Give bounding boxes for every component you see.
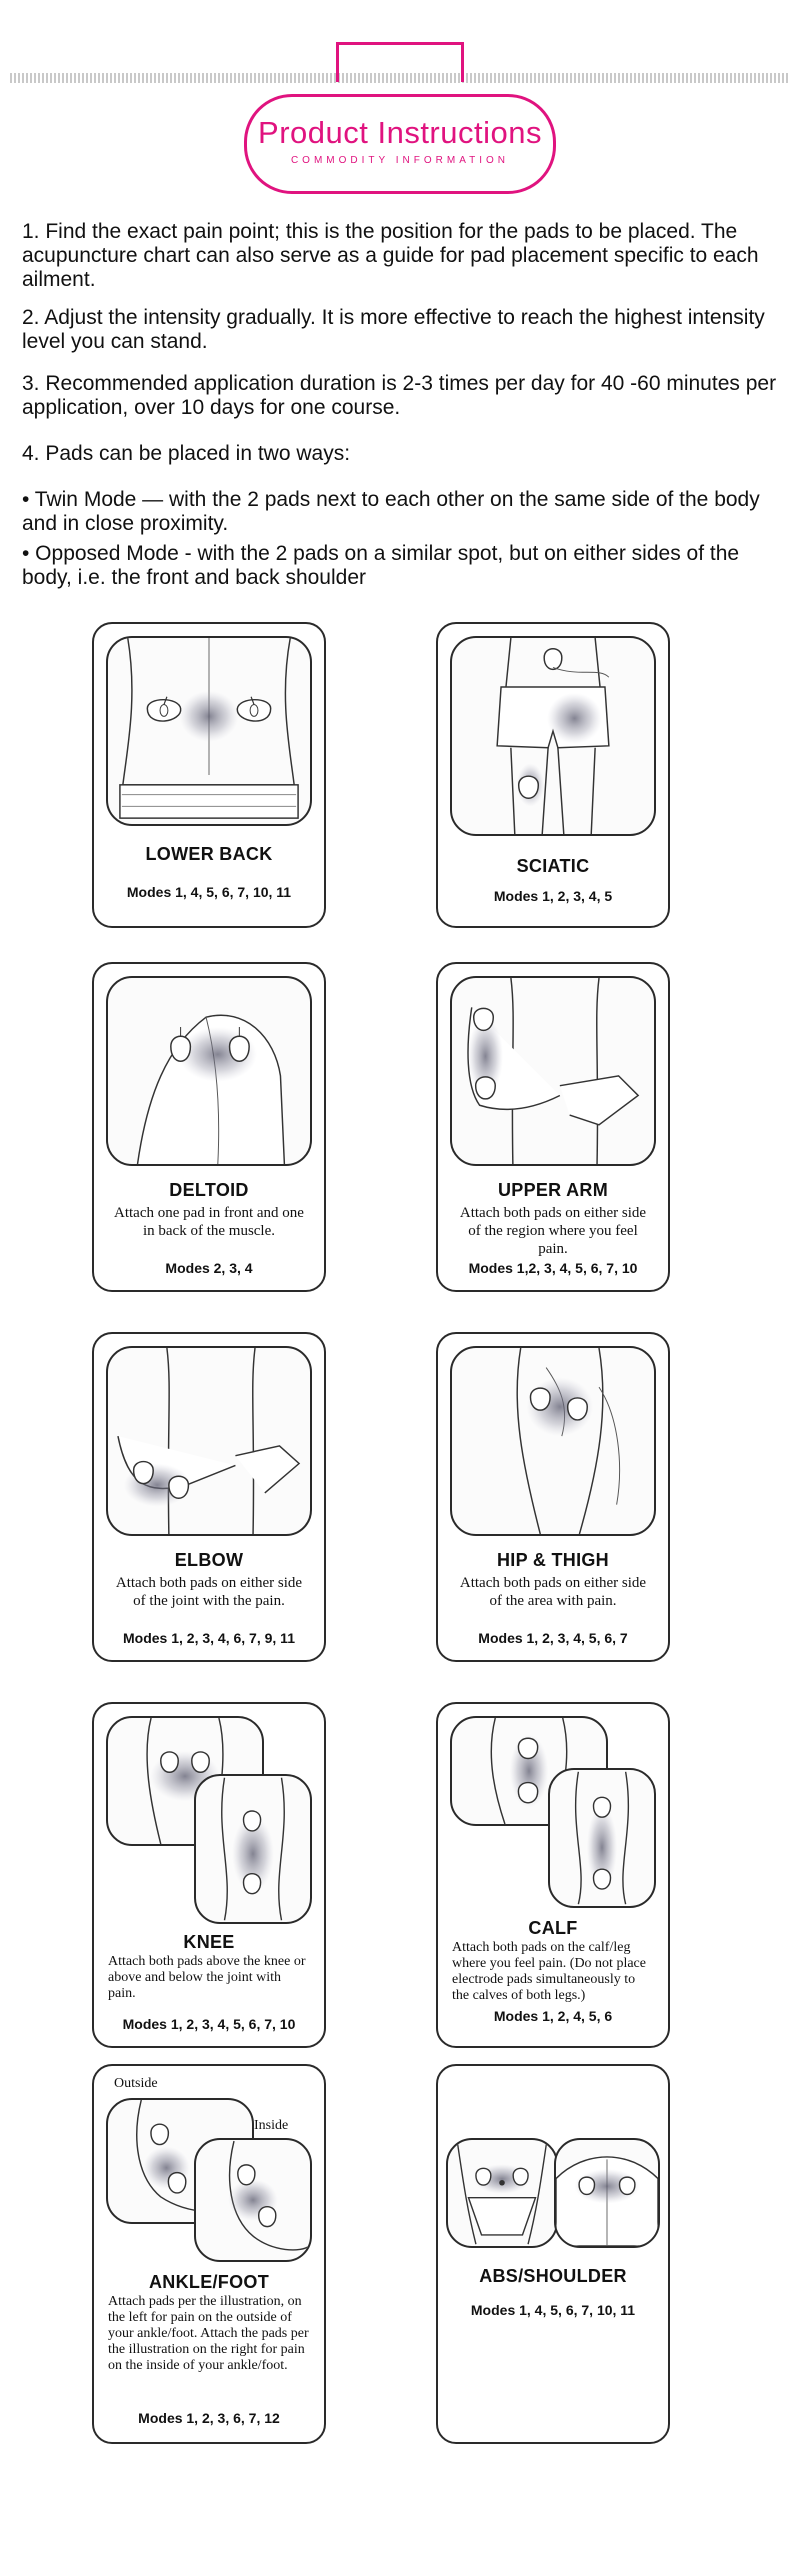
hip-thigh-figure-icon (452, 1348, 654, 1534)
card-description: Attach both pads on either side of the area with pain. (459, 1575, 647, 1609)
instruction-item: • Opposed Mode - with the 2 pads on a similar spot, but on either sides of the body, i.e. the front and back shoulder (22, 542, 740, 589)
knee-illustration-bottom (194, 1774, 312, 1924)
inside-label: Inside (254, 2118, 289, 2133)
card-description: Attach both pads on the calf/leg where you feel pain. (Do not place electrode pads simultaneously to the calves of both legs.) (452, 1940, 646, 2003)
deltoid-figure-icon (108, 978, 310, 1164)
card-title: HIP & THIGH (497, 1550, 609, 1570)
card-title: KNEE (183, 1932, 235, 1952)
page-title: Product Instructions (258, 115, 542, 150)
elbow-figure-icon (108, 1348, 310, 1534)
lower-back-figure-icon (108, 638, 310, 824)
card-elbow (92, 1332, 326, 1662)
elbow-illustration (106, 1346, 312, 1536)
header-hanger-frame (336, 42, 464, 82)
page-subtitle: COMMODITY INFORMATION (290, 155, 510, 166)
card-upper-arm (436, 962, 670, 1292)
card-title: ELBOW (174, 1550, 244, 1570)
card-title: UPPER ARM (497, 1180, 609, 1200)
shoulder-figure-icon (556, 2140, 658, 2246)
card-modes: Modes 2, 3, 4 (165, 1260, 253, 1276)
card-ankle-foot (92, 2064, 326, 2444)
card-description: Attach both pads on either side of the joint with the pain. (115, 1575, 303, 1609)
card-title: ABS/SHOULDER (479, 2266, 627, 2286)
card-title: SCIATIC (516, 856, 590, 876)
card-title: ANKLE/FOOT (149, 2272, 269, 2292)
card-sciatic (436, 622, 670, 928)
abs-illustration (446, 2138, 558, 2248)
card-modes: Modes 1, 4, 5, 6, 7, 10, 11 (126, 884, 292, 900)
ankle-illustration-inside (194, 2138, 312, 2262)
card-hip-thigh (436, 1332, 670, 1662)
card-deltoid (92, 962, 326, 1292)
card-modes: Modes 1, 4, 5, 6, 7, 10, 11 (470, 2302, 636, 2318)
card-modes: Modes 1, 2, 3, 4, 5, 6, 7, 10 (122, 2016, 296, 2032)
card-calf (436, 1702, 670, 2048)
shoulder-illustration (554, 2138, 660, 2248)
abs-figure-icon (448, 2140, 556, 2246)
calf-illustration-bottom (548, 1768, 656, 1908)
card-modes: Modes 1, 2, 3, 4, 6, 7, 9, 11 (123, 1630, 295, 1646)
upper-arm-illustration (450, 976, 656, 1166)
knee-side-figure-icon (196, 1776, 310, 1922)
card-modes: Modes 1, 2, 3, 4, 5, 6, 7 (478, 1630, 628, 1646)
instruction-item: 4. Pads can be placed in two ways: (22, 442, 351, 465)
card-knee (92, 1702, 326, 2048)
instruction-item: 2. Adjust the intensity gradually. It is more effective to reach the highest intensity level you can stand. (22, 306, 765, 353)
card-title: CALF (528, 1918, 578, 1938)
card-description: Attach both pads above the knee or above and below the joint with pain. (108, 1954, 306, 2001)
header-title-box (244, 94, 556, 194)
lower-back-illustration (106, 636, 312, 826)
sciatic-figure-icon (452, 638, 654, 834)
card-title: LOWER BACK (145, 844, 273, 864)
deltoid-illustration (106, 976, 312, 1166)
sciatic-illustration (450, 636, 656, 836)
card-lower-back (92, 622, 326, 928)
card-title: DELTOID (169, 1180, 249, 1200)
card-modes: Modes 1, 2, 3, 6, 7, 12 (138, 2410, 280, 2426)
instruction-item: 1. Find the exact pain point; this is the position for the pads to be placed. The acupuncture chart can also serve as a guide for pad placement specific to each ailment. (22, 220, 759, 291)
card-description: Attach one pad in front and one in back of the muscle. (114, 1205, 304, 1239)
instruction-item: 3. Recommended application duration is 2-3 times per day for 40 -60 minutes per application, over 10 days for one course. (22, 372, 777, 419)
card-modes: Modes 1, 2, 4, 5, 6 (493, 2008, 613, 2024)
card-description: Attach both pads on either side of the region where you feel pain. (459, 1205, 647, 1257)
ankle-inside-figure-icon (196, 2140, 310, 2260)
card-abs-shoulder (436, 2064, 670, 2444)
calf-side-figure-icon (550, 1770, 654, 1906)
upper-arm-figure-icon (452, 978, 654, 1164)
card-modes: Modes 1, 2, 3, 4, 5 (493, 888, 613, 904)
hip-thigh-illustration (450, 1346, 656, 1536)
instruction-item: • Twin Mode — with the 2 pads next to each other on the same side of the body and in close proximity. (22, 488, 760, 535)
card-description: Attach pads per the illustration, on the left for pain on the outside of your ankle/foot. Attach the pads per the illustration on the right for pain on the inside of your ankle/foot. (108, 2294, 309, 2373)
header (0, 0, 800, 200)
outside-label: Outside (114, 2076, 158, 2091)
card-modes: Modes 1,2, 3, 4, 5, 6, 7, 10 (468, 1260, 638, 1276)
